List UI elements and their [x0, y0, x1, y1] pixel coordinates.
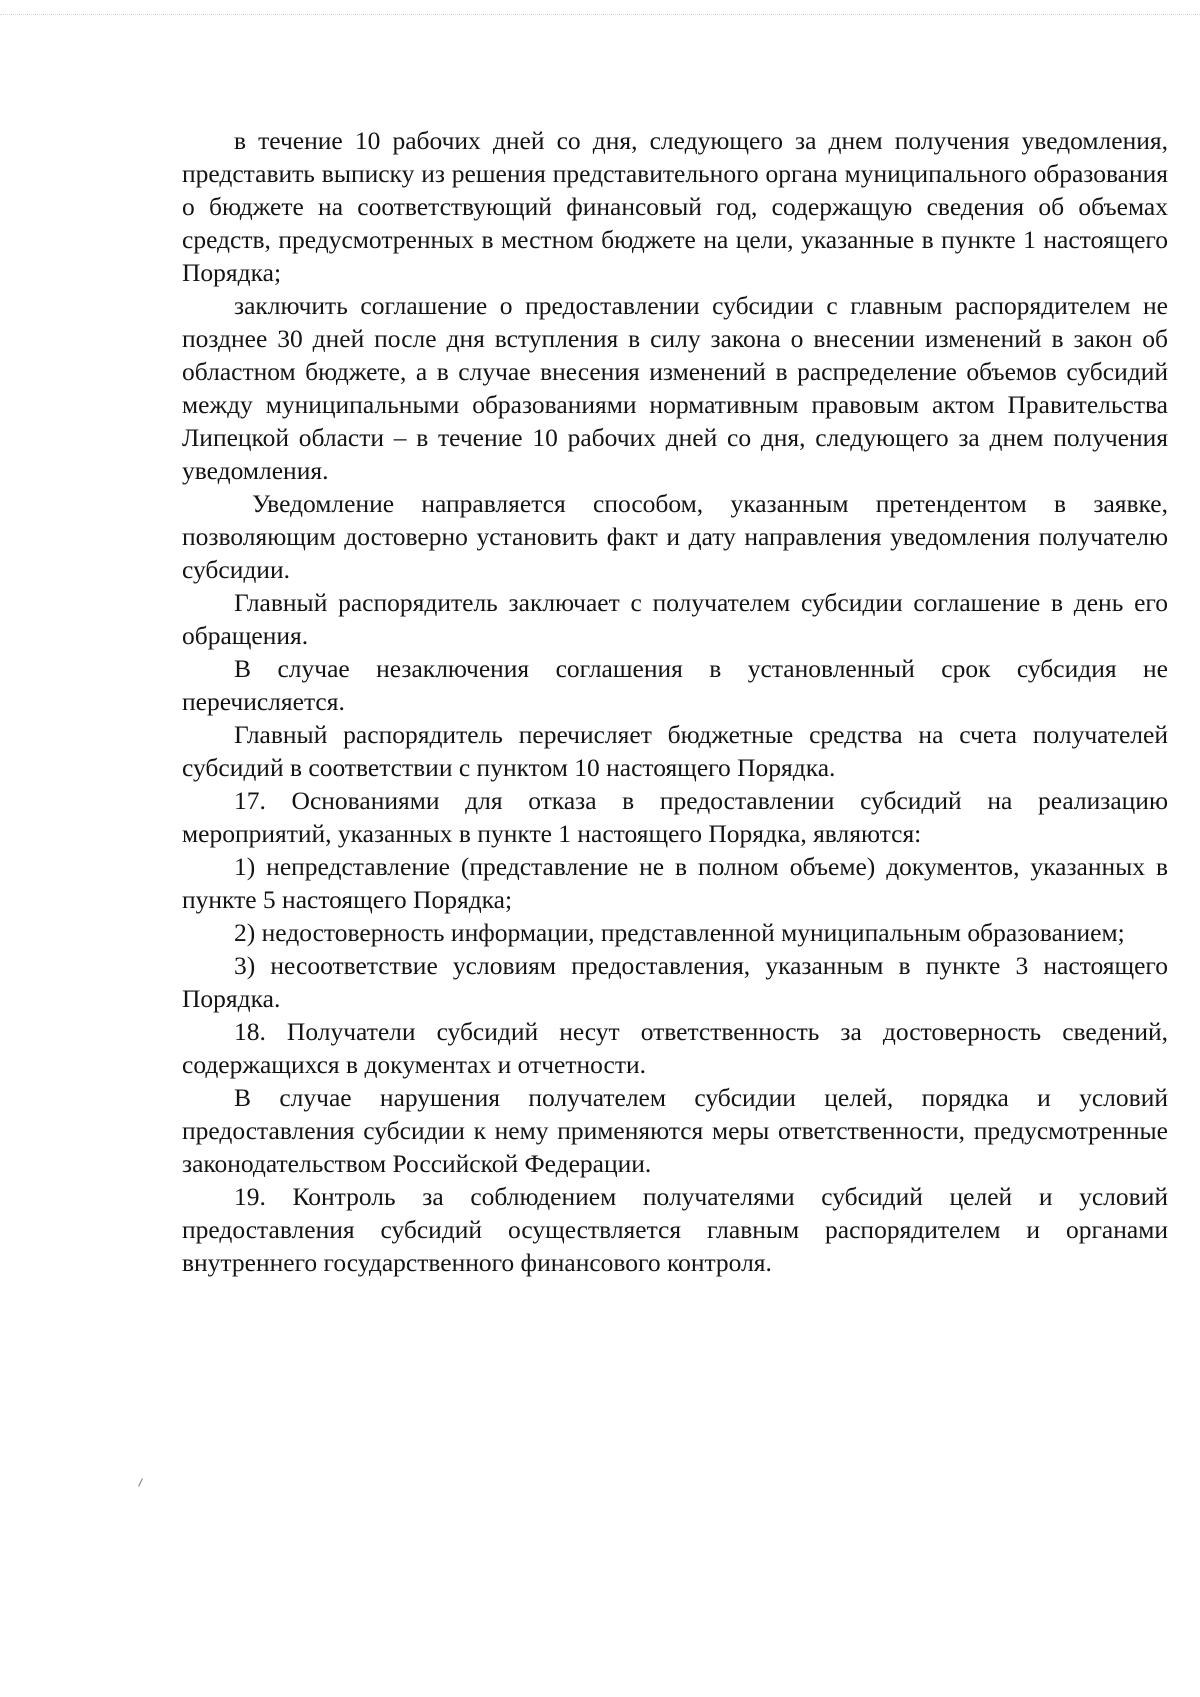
paragraph-no-agreement: В случае незаключения соглашения в установленный срок субсидия не перечисляется.: [182, 654, 1168, 716]
paragraph-transfer-funds: Главный распорядитель перечисляет бюджетные средства на счета получателей субсидий в соответствии с пунктом 10 настоящего Порядка.: [182, 720, 1168, 782]
list-item-3: 3) несоответствие условиям предоставления, указанным в пункте 3 настоящего Порядка.: [182, 951, 1168, 1013]
scan-top-edge: [0, 14, 1200, 15]
paragraph-notification-method: Уведомление направляется способом, указанным претендентом в заявке, позволяющим достоверно установить факт и дату направления уведомления получателю субсидии.: [182, 489, 1168, 584]
paragraph-deadline-extract: в течение 10 рабочих дней со дня, следующего за днем получения уведомления, представить выписку из решения представительного органа муниципального образования о бюджете на соответствующий финансовый год, содержащую сведения об объемах средств, предусмотренных в местном бюджете на цели, указанные в пункте 1 настоящего Порядка;: [182, 126, 1168, 287]
paragraph-conclude-agreement: заключить соглашение о предоставлении субсидии с главным распорядителем не позднее 30 дней после дня вступления в силу закона о внесении изменений в закон об областном бюджете, а в случае внесения изменений в распределение объемов субсидий между муниципальными образованиями нормативным правовым актом Правительства Липецкой области – в течение 10 рабочих дней со дня, следующего за днем получения уведомления.: [182, 291, 1168, 485]
paragraph-17-refusal-grounds: 17. Основаниями для отказа в предоставлении субсидий на реализацию мероприятий, указанных в пункте 1 настоящего Порядка, являются:: [182, 786, 1168, 848]
paragraph-agreement-day: Главный распорядитель заключает с получателем субсидии соглашение в день его обращения.: [182, 588, 1168, 650]
list-item-1: 1) непредставление (представление не в полном объеме) документов, указанных в пункте 5 настоящего Порядка;: [182, 852, 1168, 914]
document-body: [182, 124, 1168, 1279]
list-item-2: 2) недостоверность информации, представленной муниципальным образованием;: [234, 918, 1125, 947]
paragraph-18-responsibility: 18. Получатели субсидий несут ответственность за достоверность сведений, содержащихся в документах и отчетности.: [182, 1017, 1168, 1079]
paragraph-19-control: 19. Контроль за соблюдением получателями субсидий целей и условий предоставления субсидий осуществляется главным распорядителем и органами внутреннего государственного финансового контроля.: [182, 1182, 1168, 1277]
stray-pen-mark: [138, 1478, 143, 1487]
paragraph-violation-measures: В случае нарушения получателем субсидии целей, порядка и условий предоставления субсидии к нему применяются меры ответственности, предусмотренные законодательством Российской Федерации.: [182, 1083, 1168, 1178]
